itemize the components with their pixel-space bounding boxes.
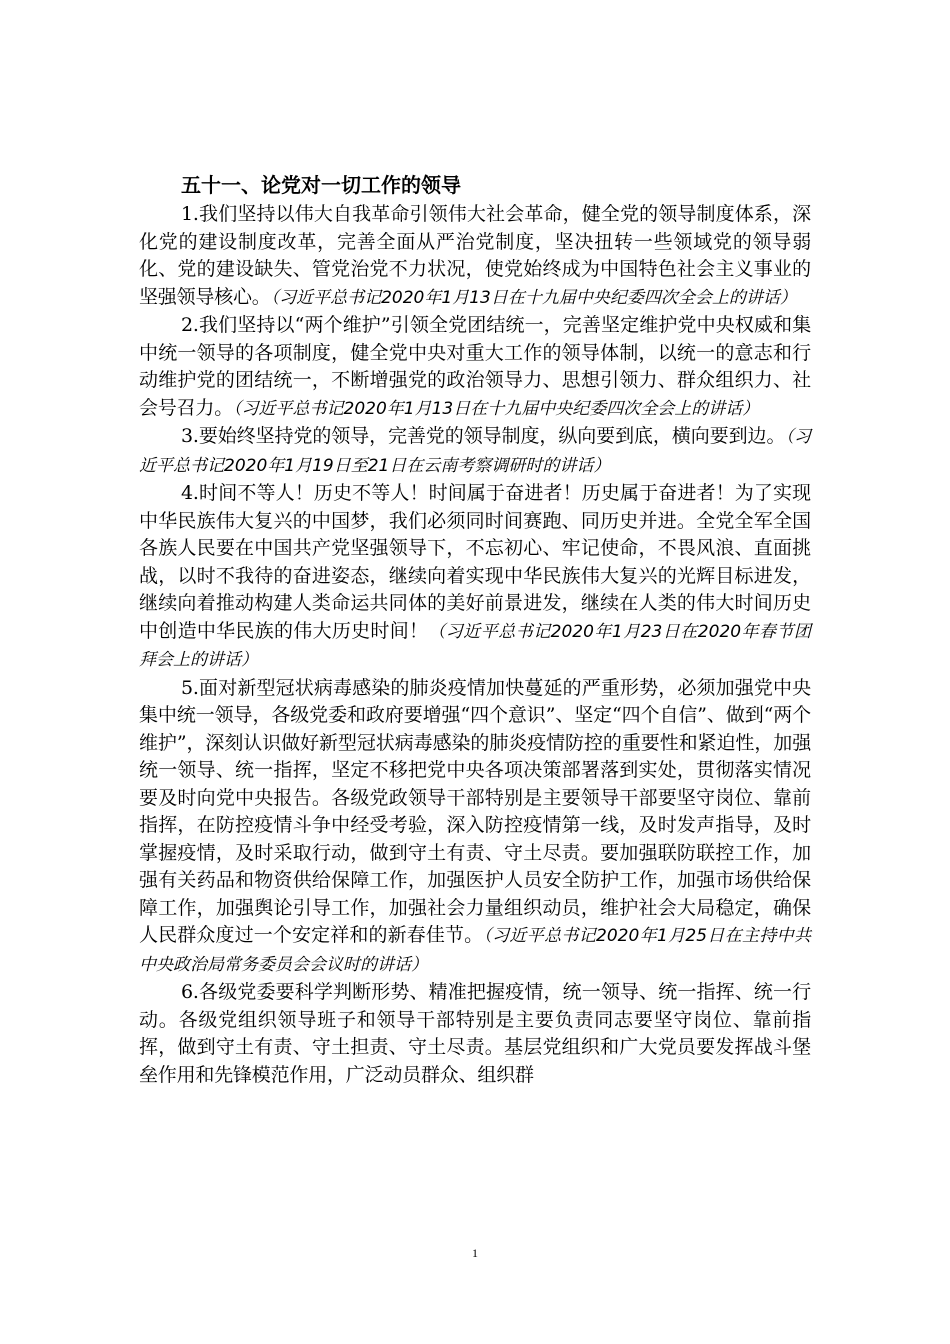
paragraph-2 <box>139 312 811 423</box>
paragraph-6-text: 6.各级党委要科学判断形势、精准把握疫情，统一领导、统一指挥、统一行动。各级党组织领导班子和领导干部特别是主要负责同志要坚守岗位、靠前指挥，做到守土有责、守土担责、守土尽责。基层党组织和广大党员要发挥战斗堡垒作用和先锋模范作用，广泛动员群众、组织群 <box>139 981 811 1086</box>
paragraph-2-citation: （习近平总书记2020年1月13日在十九届中央纪委四次全会上的讲话） <box>233 398 760 419</box>
paragraph-6 <box>139 979 811 1090</box>
section-title: 五十一、论党对一切工作的领导 <box>181 173 461 197</box>
paragraph-1-text: 1.我们坚持以伟大自我革命引领伟大社会革命，健全党的领导制度体系，深化党的建设制度改革，完善全面从严治党制度，坚决扭转一些领域党的领导弱化、党的建设缺失、管党治党不力状况，使党始终成为中国特色社会主义事业的坚强领导核心。 <box>139 203 811 308</box>
paragraph-4 <box>139 480 811 675</box>
document-body <box>139 170 811 1090</box>
paragraph-5 <box>139 675 811 980</box>
paragraph-4-citation: （习近平总书记2020年1月23日在2020年春节团拜会上的讲话） <box>139 621 811 670</box>
paragraph-3-text: 3.要始终坚持党的领导，完善党的领导制度，纵向要到底，横向要到边。 <box>181 425 786 447</box>
paragraph-3-citation: （习近平总书记2020年1月19日至21日在云南考察调研时的讲话） <box>139 427 812 476</box>
paragraph-1 <box>139 201 811 312</box>
paragraph-4-text: 4.时间不等人！历史不等人！时间属于奋进者！历史属于奋进者！为了实现中华民族伟大复兴的中国梦，我们必须同时间赛跑、同历史并进。全党全军全国各族人民要在中国共产党坚强领导下，不忘初心、牢记使命，不畏风浪、直面挑战，以时不我待的奋进姿态，继续向着实现中华民族伟大复兴的光辉目标进发，继续向着推动构建人类命运共同体的美好前景进发，继续在人类的伟大时间历史中创造中华民族的伟大历史时间！ <box>139 482 811 642</box>
paragraph-1-citation: （习近平总书记2020年1月13日在十九届中央纪委四次全会上的讲话） <box>270 287 797 308</box>
page-number: 1 <box>472 1246 478 1260</box>
paragraph-3 <box>139 423 811 480</box>
paragraph-5-citation: （习近平总书记2020年1月25日在主持中共中央政治局常务委员会会议时的讲话） <box>139 926 812 975</box>
paragraph-2-text: 2.我们坚持以“两个维护”引领全党团结统一，完善坚定维护党中央权威和集中统一领导的各项制度，健全党中央对重大工作的领导体制，以统一的意志和行动维护党的团结统一，不断增强党的政治领导力、思想引领力、群众组织力、社会号召力。 <box>139 314 811 419</box>
paragraph-5-text: 5.面对新型冠状病毒感染的肺炎疫情加快蔓延的严重形势，必须加强党中央集中统一领导，各级党委和政府要增强“四个意识”、坚定“四个自信”、做到“两个维护”，深刻认识做好新型冠状病毒感染的肺炎疫情防控的重要性和紧迫性，加强统一领导、统一指挥，坚定不移把党中央各项决策部署落到实处，贯彻落实情况要及时向党中央报告。各级党政领导干部特别是主要领导干部要坚守岗位、靠前指挥，在防控疫情斗争中经受考验，深入防控疫情第一线，及时发声指导，及时掌握疫情，及时采取行动，做到守土有责、守土尽责。要加强联防联控工作，加强有关药品和物资供给保障工作，加强医护人员安全防护工作，加强市场供给保障工作，加强舆论引导工作，加强社会力量组织动员，维护社会大局稳定，确保人民群众度过一个安定祥和的新春佳节。 <box>139 676 811 946</box>
